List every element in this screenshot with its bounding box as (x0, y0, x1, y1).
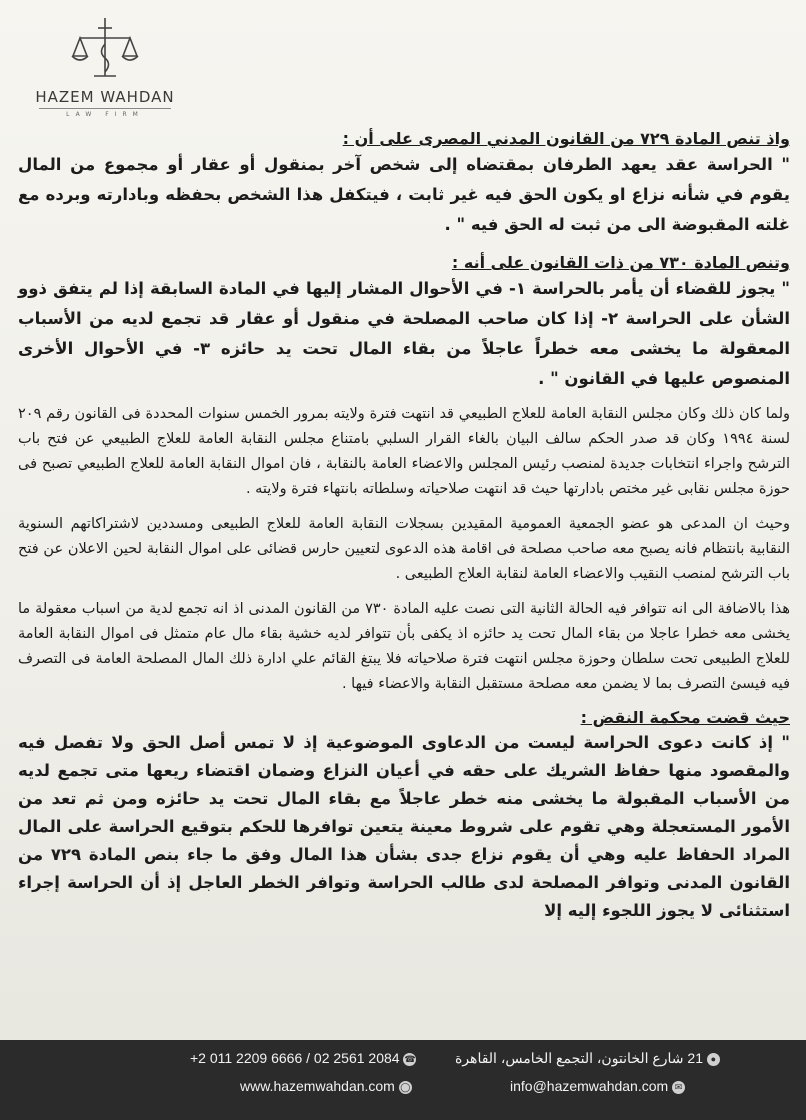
globe-icon: ◯ (400, 1081, 411, 1092)
footer-email[interactable]: info@hazemwahdan.com ✉ (510, 1078, 685, 1094)
heading-article-730: وتنص المادة ٧٣٠ من ذات القانون على أنه : (451, 253, 790, 272)
footer-address: ● 21 شارع الخانتون، التجمع الخامس، القاهرة (455, 1050, 720, 1067)
paragraph-council-term: ولما كان ذلك وكان مجلس النقابة العامة للعلاج الطبيعي قد انتهت فترة ولايته بمرور الخمس سنوات المحددة فى القانون رقم ٢٠٩ لسنة ١٩٩٤ وكان قد صدر الحكم سالف البيان بالغاء القرار السلبي بامتناع مجلس النقابة العامة للعلاج الطبيعي عن فتح باب الترشح واجراء انتخابات جديدة لمنصب رئيس المجلس والاعضاء العامة بالنقابة ، فان اموال النقابة العامة للعلاج الطبيعي تصبح فى حوزة مجلس نقابى غير مختص بادارتها حيث قد انتهت صلاحياته وسلطاته بانتهاء فترة ولايته . (18, 406, 790, 497)
heading-cassation-court: حيث قضت محكمة النقض : (580, 708, 790, 727)
heading-article-729: واذ تنص المادة ٧٢٩ من القانون المدني المصرى على أن : (342, 129, 790, 148)
phone-icon: ☎ (404, 1053, 416, 1064)
brand-subtitle: LAW FIRM (39, 108, 171, 118)
quote-article-729: " الحراسة عقد يعهد الطرفان بمقتضاه إلى شخص آخر بمنقول أو عقار أو مجموع من المال يقوم في شأنه نزاع او يكون الحق فيه غير ثابت ، فيتكفل هذا الشخص بحفظه وبادارته وبرده مع غلته المقبوضة الى من ثبت له الحق فيه " . (18, 155, 790, 234)
location-pin-icon: ● (707, 1053, 720, 1066)
contact-footer (0, 1040, 806, 1120)
brand-name: HAZEM WAHDAN (35, 88, 175, 106)
scales-of-justice-icon (70, 14, 140, 86)
footer-website[interactable]: www.hazemwahdan.com ◯ (240, 1078, 411, 1094)
footer-phone: +2 011 2209 6666 / 02 2561 2084 ☎ (190, 1050, 416, 1066)
paragraph-plaintiff-interest: وحيث ان المدعى هو عضو الجمعية العمومية المقيدين بسجلات النقابة العامة للعلاج الطبيعى ومسددين لاشتراكاتهم السنوية النقابية بانتظام فانه يصبح معه صاحب مصلحة فى اقامة هذه الدعوى لتعيين حارس قضائى على اموال النقابة لحين الاعلان عن فتح باب الترشح لمنصب النقيب والاعضاء العامة لنقابة العلاج الطبيعى . (18, 516, 790, 582)
quote-cassation-ruling: " إذ كانت دعوى الحراسة ليست من الدعاوى الموضوعية إذ لا تمس أصل الحق ولا تفصل فيه والمقصود منها حفاظ الشريك على حقه في أعيان النزاع وضمان اقتضاء ريعها متى تجمع لديه من الأسباب المقبولة ما يخشى منه خطر عاجلاً مع بقاء المال تحت يد حائزه ومن ثم تعد من الأمور المستعجلة وهي تقوم على شروط معينة يتعين توافرها للحكم بتوقيع الحراسة على المال المراد الحفاظ عليه وهي أن يقوم نزاع جدى بشأن هذا المال وفق ما جاء بنص المادة ٧٢٩ من القانون المدنى وتوافر المصلحة لدى طالب الحراسة وتوافر الخطر العاجل إذ أن الحراسة إجراء استثنائى لا يجوز اللجوء إليه إلا (18, 733, 790, 920)
firm-logo (30, 14, 180, 126)
email-icon: ✉ (672, 1081, 685, 1094)
document-body (18, 128, 790, 925)
paragraph-second-condition: هذا بالاضافة الى انه تتوافر فيه الحالة الثانية التى نصت عليه المادة ٧٣٠ من القانون المدنى اذ انه تجمع لدية من اسباب معقولة ما يخشى معه خطرا عاجلا من بقاء المال تحت يد حائزه اذ يكفى بأن تتوافر لديه خشية بقاء مال عام متمثل فى اموال النقابة العامة للعلاج الطبيعى تحت سلطان وحوزة مجلس انتهت فترة صلاحياته فلا يبتغ القائم علي ادارة ذلك المال المصلحة العامة فى التصرف فيه فيسئ التصرف بما لا يضمن معه مصلحة مستقبل النقابة والاعضاء فيها . (18, 601, 790, 692)
quote-article-730: " يجوز للقضاء أن يأمر بالحراسة ١- في الأحوال المشار إليها في المادة السابقة إذا لم يتفق ذوو الشأن على الحراسة ٢- إذا كان صاحب المصلحة في منقول أو عقار قد تجمع لديه من الأسباب المعقولة ما يخشى معه خطراً عاجلاً من بقاء المال تحت يد حائزه ٣- في الأحوال الأخرى المنصوص عليها في القانون " . (18, 279, 791, 388)
